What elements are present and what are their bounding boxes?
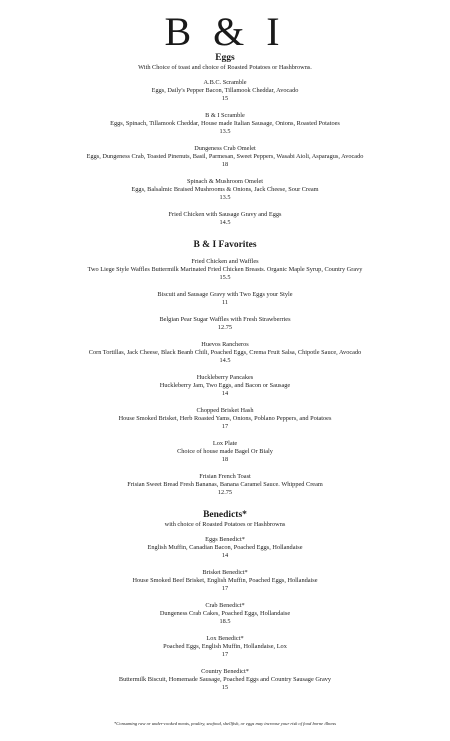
menu-item-price: 14.5 bbox=[219, 357, 231, 364]
menu-item-price: 14 bbox=[221, 390, 229, 397]
menu-item-description: Eggs, Daily's Pepper Bacon, Tillamook Cheddar, Avocado bbox=[151, 87, 299, 94]
menu-item-price: 17 bbox=[221, 651, 229, 658]
menu-item bbox=[0, 258, 450, 282]
menu-item bbox=[0, 602, 450, 626]
menu-item-price: 15 bbox=[221, 95, 229, 102]
menu-item-description: Frisian Sweet Bread Fresh Bananas, Banana Caramel Sauce. Whipped Cream bbox=[127, 481, 323, 488]
menu-item-name: Country Benedict* bbox=[201, 668, 249, 675]
section-subtitle: With Choice of toast and choice of Roasted Potatoes or Hashbrowns. bbox=[138, 64, 312, 71]
menu-item-description: House Smoked Brisket, Herb Roasted Yams, Onions, Poblano Peppers, and Potatoes bbox=[118, 415, 332, 422]
restaurant-logo: B & I bbox=[164, 9, 286, 54]
menu-item-description: Poached Eggs, English Muffin, Hollandaise, Lox bbox=[163, 643, 287, 650]
menu-item-name: Crab Benedict* bbox=[205, 602, 245, 609]
menu-item-price: 15.5 bbox=[219, 274, 231, 281]
menu-item bbox=[0, 145, 450, 169]
menu-item-price: 13.5 bbox=[219, 194, 231, 201]
menu-item-name: Brisket Benedict* bbox=[202, 569, 248, 576]
menu-item bbox=[0, 407, 450, 431]
menu-item-price: 17 bbox=[221, 585, 229, 592]
menu-item-name: Spinach & Mushroom Omelet bbox=[186, 178, 264, 185]
menu-item-name: Fried Chicken and Waffles bbox=[191, 258, 259, 265]
menu-item-price: 15 bbox=[221, 684, 229, 691]
menu-item-name: Fried Chicken with Sausage Gravy and Eggs bbox=[168, 211, 282, 218]
health-disclaimer: *Consuming raw or under-cooked meats, poultry, seafood, shellfish, or eggs may increase your risk of food borne illness bbox=[113, 721, 337, 726]
menu-item-price: 14 bbox=[221, 552, 229, 559]
menu-section bbox=[0, 53, 450, 227]
menu-item-name: Biscuit and Sausage Gravy with Two Eggs your Style bbox=[157, 291, 293, 298]
menu-item bbox=[0, 112, 450, 136]
menu-item-price: 11 bbox=[221, 299, 229, 306]
menu-item-name: A.B.C. Scramble bbox=[203, 79, 247, 86]
menu-item bbox=[0, 440, 450, 464]
menu-item-description: English Muffin, Canadian Bacon, Poached Eggs, Hollandaise bbox=[147, 544, 303, 551]
menu-item-name: Frisian French Toast bbox=[199, 473, 251, 480]
menu-item-description: Buttermilk Biscuit, Homemade Sausage, Poached Eggs and Country Sausage Gravy bbox=[118, 676, 332, 683]
menu-item-price: 12.75 bbox=[217, 489, 233, 496]
menu-section bbox=[0, 510, 450, 692]
menu-item-name: Eggs Benedict* bbox=[205, 536, 245, 543]
menu-item-description: Dungeness Crab Cakes, Poached Eggs, Hollandaise bbox=[159, 610, 291, 617]
menu-item-description: Choice of house made Bagel Or Bialy bbox=[177, 448, 273, 455]
menu-item bbox=[0, 374, 450, 398]
menu-item-price: 13.5 bbox=[219, 128, 231, 135]
menu-item-name: B & I Scramble bbox=[205, 112, 245, 119]
menu-item-price: 12.75 bbox=[217, 324, 233, 331]
menu-item-name: Lox Benedict* bbox=[206, 635, 244, 642]
menu-item-name: Chopped Brisket Hash bbox=[196, 407, 254, 414]
menu-item-price: 18 bbox=[221, 456, 229, 463]
menu-item-price: 17 bbox=[221, 423, 229, 430]
section-title: B & I Favorites bbox=[193, 240, 257, 250]
menu-item bbox=[0, 635, 450, 659]
menu-item bbox=[0, 291, 450, 307]
menu-item-description: Eggs, Dungeness Crab, Toasted Pinenuts, Basil, Parmesan, Sweet Peppers, Wasabi Aioli, Asparagus, Avocado bbox=[86, 153, 364, 160]
section-title: Benedicts* bbox=[203, 510, 247, 520]
menu-section bbox=[0, 240, 450, 497]
menu-item bbox=[0, 316, 450, 332]
menu-item-description: Corn Tortillas, Jack Cheese, Black Beanb Chili, Poached Eggs, Crema Fruit Salsa, Chipotle Sauce, Avocado bbox=[88, 349, 362, 356]
menu-sections bbox=[0, 53, 450, 692]
menu-item-description: Two Liege Style Waffles Buttermilk Marinated Fried Chicken Breasts. Organic Maple Syrup, Country Gravy bbox=[87, 266, 363, 273]
menu-item bbox=[0, 473, 450, 497]
menu-item bbox=[0, 178, 450, 202]
menu-item-description: Eggs, Balsalmic Braised Mushrooms & Onions, Jack Cheese, Sour Cream bbox=[131, 186, 319, 193]
menu-item-price: 18 bbox=[221, 161, 229, 168]
menu-item-description: Huckleberry Jam, Two Eggs, and Bacon or Sausage bbox=[159, 382, 291, 389]
menu-item bbox=[0, 79, 450, 103]
menu-item bbox=[0, 211, 450, 227]
menu-item-name: Dungeness Crab Omelet bbox=[194, 145, 256, 152]
menu-item-description: Eggs, Spinach, Tillamook Cheddar, House made Italian Sausage, Onions, Roasted Potatoes bbox=[110, 120, 340, 127]
menu-item-price: 14.5 bbox=[219, 219, 231, 226]
section-title: Eggs bbox=[215, 53, 235, 63]
menu-item-name: Belgian Pear Sugar Waffles with Fresh Strawberries bbox=[159, 316, 291, 323]
menu-item-price: 18.5 bbox=[219, 618, 231, 625]
menu-item bbox=[0, 341, 450, 365]
menu-item bbox=[0, 536, 450, 560]
menu-item bbox=[0, 569, 450, 593]
section-subtitle: with choice of Roasted Potatoes or Hashbrowns bbox=[164, 521, 286, 528]
menu-item bbox=[0, 668, 450, 692]
menu-item-name: Huevos Rancheros bbox=[201, 341, 249, 348]
menu-item-name: Huckleberry Pancakes bbox=[196, 374, 254, 381]
menu-item-name: Lox Plate bbox=[212, 440, 238, 447]
menu-item-description: House Smoked Beef Brisket, English Muffin, Poached Eggs, Hollandaise bbox=[132, 577, 318, 584]
